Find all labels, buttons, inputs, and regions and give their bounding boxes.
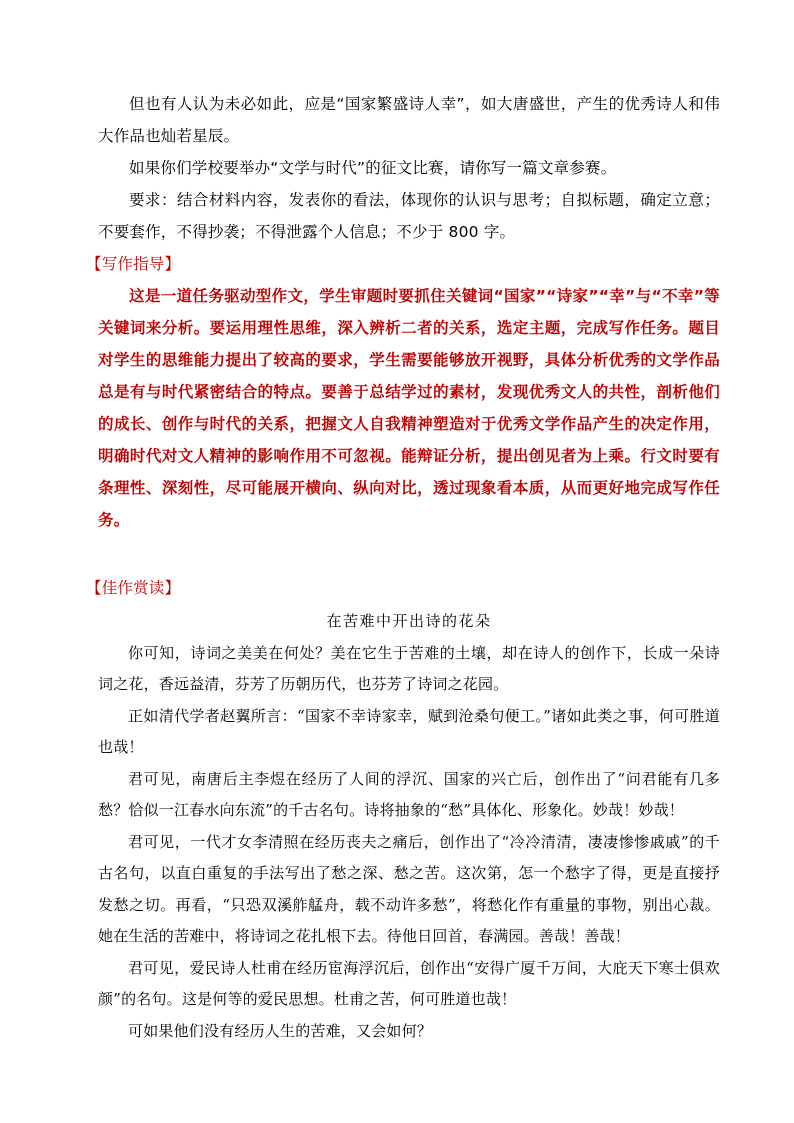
essay-paragraph: 正如清代学者赵翼所言：“国家不幸诗家幸，赋到沧桑句便工。”诸如此类之事，何可胜道也哉！ bbox=[98, 706, 720, 756]
writing-guide-text: 这是一道任务驱动型作文，学生审题时要抓住关键词“国家”“诗家”“幸”与“不幸”等关键词来分析。要运用理性思维，深入辨析二者的关系，选定主题，完成写作任务。题目对学生的思维能力提出了较高的要求，学生需要能够放开视野，具体分析优秀的文学作品总是有与时代紧密结合的特点。要善于总结学过的素材，发现优秀文人的共性，剖析他们的成长、创作与时代的关系，把握文人自我精神塑造对于优秀文学作品产生的决定作用，明确时代对文人精神的影响作用不可忽视。能辩证分析，提出创见者为上乘。行文时要有条理性、深刻性，尽可能展开横向、纵向对比，透过现象看本质，从而更好地完成写作任务。 bbox=[98, 287, 720, 529]
essay-paragraph: 君可见，一代才女李清照在经历丧夫之痛后，创作出了“冷冷清清，凄凄惨惨戚戚”的千古名句，以直白重复的手法写出了愁之深、愁之苦。这次第，怎一个愁字了得，更是直接抒发愁之切。再看，“只恐双溪舴艋舟，载不动许多愁”，将愁化作有重量的事物，别出心裁。她在生活的苦难中，将诗词之花扎根下去。待他日回首，春满园。善哉！善哉！ bbox=[98, 832, 720, 945]
essay-heading: 【佳作赏读】 bbox=[86, 579, 181, 597]
essay-paragraph: 可如果他们没有经历人生的苦难，又会如何？ bbox=[128, 1021, 433, 1040]
essay-paragraph: 君可见，爱民诗人杜甫在经历宦海浮沉后，创作出“安得广厦千万间，大庇天下寒士俱欢颜”的名句。这是何等的爱民思想。杜甫之苦，何可胜道也哉！ bbox=[98, 958, 720, 1008]
essay-paragraph: 君可见，南唐后主李煜在经历了人间的浮沉、国家的兴亡后，创作出了“问君能有几多愁？恰似一江春水向东流”的千古名句。诗将抽象的“愁”具体化、形象化。妙哉！妙哉！ bbox=[98, 769, 720, 819]
document-content bbox=[86, 88, 720, 1047]
prompt-paragraph-2: 如果你们学校要举办“文学与时代”的征文比赛，请你写一篇文章参赛。 bbox=[129, 159, 617, 177]
writing-guide-heading: 【写作指导】 bbox=[86, 255, 181, 273]
essay-paragraph: 你可知，诗词之美美在何处？美在它生于苦难的土壤，却在诗人的创作下，长成一朵诗词之花，香远益清，芬芳了历朝历代，也芬芳了诗词之花园。 bbox=[98, 643, 720, 693]
section-gap bbox=[98, 536, 720, 572]
prompt-paragraph-3: 要求：结合材料内容，发表你的看法，体现你的认识与思考；自拟标题，确定立意；不要套作，不得抄袭；不得泄露个人信息；不少于 800 字。 bbox=[98, 191, 720, 241]
prompt-paragraph-1: 但也有人认为未必如此，应是“国家繁盛诗人幸”，如大唐盛世，产生的优秀诗人和伟大作品也灿若星辰。 bbox=[98, 95, 720, 145]
essay-body bbox=[98, 606, 720, 1047]
essay-title: 在苦难中开出诗的花朵 bbox=[326, 612, 492, 630]
